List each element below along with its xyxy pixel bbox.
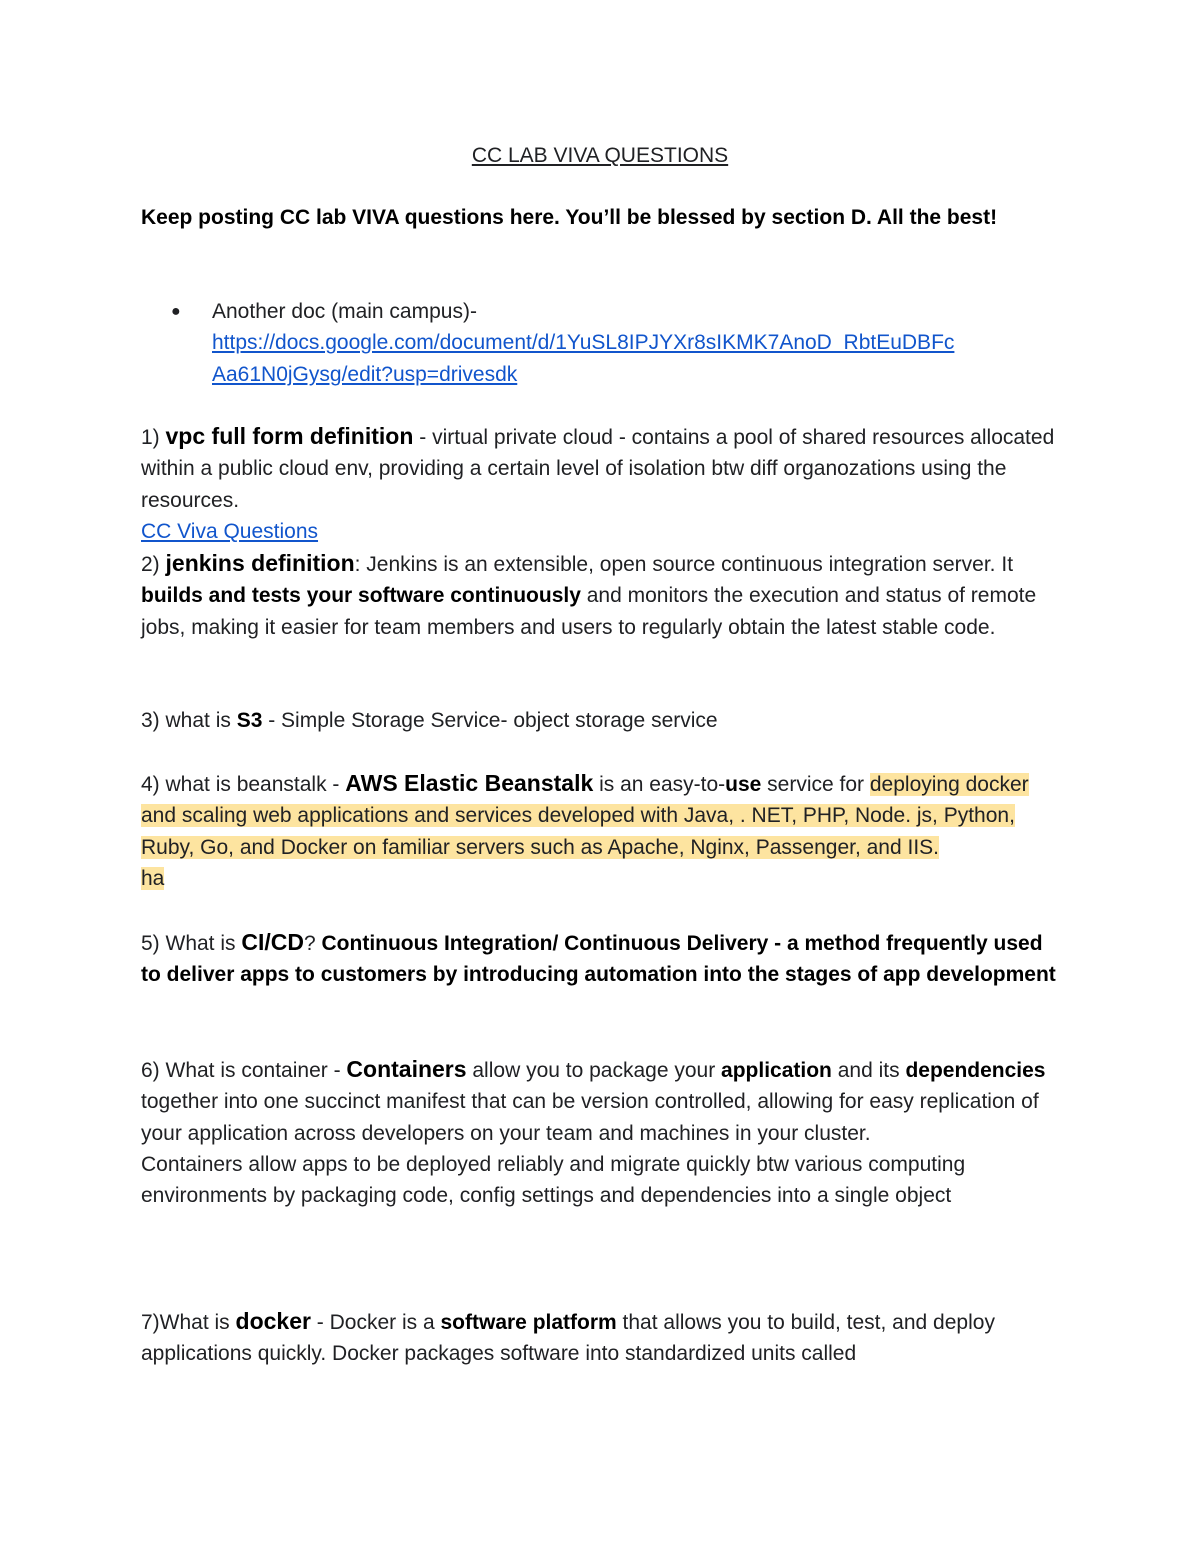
- q1-number: 1): [141, 426, 166, 449]
- q4-use: use: [725, 773, 762, 796]
- q3-term: S3: [236, 709, 263, 732]
- q2-bold: builds and tests your software continuously: [141, 584, 581, 608]
- q5-text-1: 5) What is: [141, 932, 242, 955]
- q5-term: CI/CD: [241, 929, 304, 955]
- doc-link-cont[interactable]: Aa61N0jGysg/edit?usp=drivesdk: [212, 362, 518, 386]
- q3-text-1: 3) what is: [141, 709, 237, 732]
- q4-term: AWS Elastic Beanstalk: [345, 770, 594, 796]
- q7-bold: software platform: [440, 1311, 617, 1334]
- q2-text-1: : Jenkins is an extensible, open source continuous integration server. It: [354, 553, 1014, 576]
- q6-text-2: allow you to package your: [466, 1059, 722, 1082]
- q4-extra: ha: [141, 866, 165, 890]
- q7-text-2: - Docker is a: [310, 1311, 441, 1334]
- q4-text-3: service for: [761, 773, 870, 796]
- q6-text-3: and its: [831, 1059, 906, 1082]
- cc-viva-questions-link[interactable]: CC Viva Questions: [141, 519, 319, 543]
- bullet-item: [171, 296, 1055, 390]
- q6-bold-1: application: [721, 1059, 832, 1082]
- q7-text-3: that allows you to build, test, and deploy applications quickly. Docker packages software into standardized units called: [141, 1311, 995, 1366]
- q4-text-1: 4) what is beanstalk -: [141, 773, 346, 796]
- intro-text: Keep posting CC lab VIVA questions here. You’ll be blessed by section D. All the best!: [141, 206, 998, 229]
- question-3: [141, 705, 1061, 736]
- q2-number: 2): [141, 553, 166, 576]
- doc-link[interactable]: https://docs.google.com/document/d/1YuSL8IPJYXr8sIKMK7AnoD_RbtEuDBFc: [212, 331, 955, 355]
- bullet-label: Another doc (main campus)-: [212, 300, 477, 323]
- question-7: [141, 1306, 1061, 1370]
- q6-term: Containers: [346, 1056, 467, 1082]
- question-4: [141, 768, 1061, 894]
- q5-text-2: ?: [303, 932, 322, 955]
- question-1: [141, 421, 1061, 547]
- q1-text: - virtual private cloud - contains a pool of shared resources allocated within a public cloud env, providing a certain level of isolation btw diff organozations using the resources.: [141, 426, 1055, 512]
- question-5: [141, 927, 1061, 991]
- q4-highlight: deploying docker and scaling web applications and services developed with Java, . NET, PHP, Node. js, Python, Ruby, Go, and Docker on familiar servers such as Apache, Nginx, Passenger, and IIS.: [141, 773, 1029, 859]
- q5-bold: Continuous Integration/ Continuous Delivery - a method frequently used to deliver apps to customers by introducing automation into the stages of app development: [141, 932, 1056, 987]
- question-2: [141, 548, 1061, 643]
- q4-text-2: is an easy-to-: [593, 773, 726, 796]
- q6-text-4: together into one succinct manifest that can be version controlled, allowing for easy replication of your application across developers on your team and machines in your cluster.: [141, 1090, 1039, 1145]
- page-title: CC LAB VIVA QUESTIONS: [471, 144, 729, 167]
- question-6: [141, 1054, 1061, 1211]
- q2-term: jenkins definition: [165, 550, 355, 576]
- q7-term: docker: [235, 1308, 311, 1334]
- q2-text-2: and monitors the execution and status of remote jobs, making it easier for team members and users to regularly obtain the latest stable code.: [141, 584, 1037, 639]
- q7-text-1: 7)What is: [141, 1311, 236, 1334]
- q3-text-2: - Simple Storage Service- object storage service: [262, 709, 718, 732]
- bullet-icon: ●: [171, 303, 181, 320]
- q6-text-1: 6) What is container -: [141, 1059, 347, 1082]
- q6-paragraph-2: Containers allow apps to be deployed reliably and migrate quickly btw various computing environments by packaging code, config settings and dependencies into a single object: [141, 1152, 966, 1208]
- q1-term: vpc full form definition: [165, 423, 414, 449]
- q6-bold-2: dependencies: [905, 1059, 1046, 1082]
